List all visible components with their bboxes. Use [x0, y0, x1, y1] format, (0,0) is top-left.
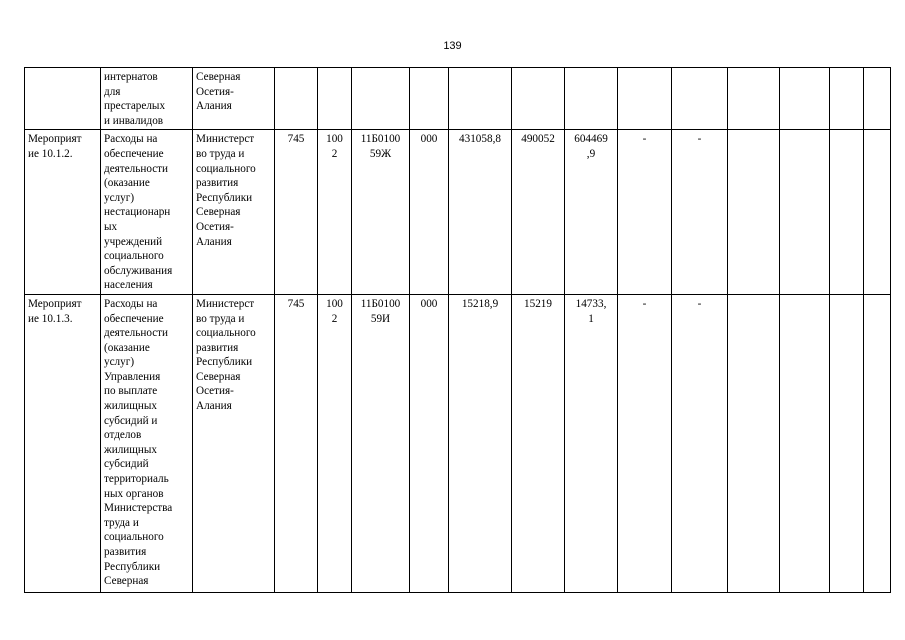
amount-year-4-cell: -	[618, 130, 672, 295]
amount-year-3-cell	[565, 68, 618, 130]
budget-table	[24, 67, 891, 593]
table-row	[25, 68, 891, 130]
amount-year-5-cell: -	[672, 294, 728, 592]
rz-pr-cell	[318, 68, 352, 130]
csr-cell: 11Б0100 59И	[352, 294, 410, 592]
empty-cell	[780, 68, 830, 130]
amount-year-1-cell: 431058,8	[449, 130, 512, 295]
grbs-cell: 745	[275, 294, 318, 592]
empty-cell	[728, 68, 780, 130]
empty-cell	[864, 130, 891, 295]
event-code-cell: Мероприят ие 10.1.3.	[25, 294, 101, 592]
empty-cell	[728, 294, 780, 592]
grbs-cell: 745	[275, 130, 318, 295]
grbs-cell	[275, 68, 318, 130]
amount-year-2-cell	[512, 68, 565, 130]
empty-cell	[864, 68, 891, 130]
vr-cell: 000	[410, 294, 449, 592]
amount-year-1-cell	[449, 68, 512, 130]
event-name-cell: Расходы на обеспечение деятельности (оказание услуг) Управления по выплате жилищных субсидий и отделов жилищных субсидий территориаль ных органов Министерства труда и социального развития Республики Северная	[101, 294, 193, 592]
page-number: 139	[443, 40, 462, 52]
event-code-cell: Мероприят ие 10.1.2.	[25, 130, 101, 295]
executor-cell: Северная Осетия- Алания	[193, 68, 275, 130]
amount-year-5-cell: -	[672, 130, 728, 295]
amount-year-5-cell	[672, 68, 728, 130]
empty-cell	[830, 68, 864, 130]
event-name-cell: интернатов для престарелых и инвалидов	[101, 68, 193, 130]
empty-cell	[830, 294, 864, 592]
table-row	[25, 294, 891, 592]
csr-cell: 11Б0100 59Ж	[352, 130, 410, 295]
amount-year-3-cell: 14733, 1	[565, 294, 618, 592]
table-row	[25, 130, 891, 295]
vr-cell	[410, 68, 449, 130]
amount-year-1-cell: 15218,9	[449, 294, 512, 592]
empty-cell	[830, 130, 864, 295]
empty-cell	[780, 130, 830, 295]
executor-cell: Министерст во труда и социального развития Республики Северная Осетия- Алания	[193, 130, 275, 295]
amount-year-3-cell: 604469 ,9	[565, 130, 618, 295]
csr-cell	[352, 68, 410, 130]
empty-cell	[728, 130, 780, 295]
empty-cell	[864, 294, 891, 592]
executor-cell: Министерст во труда и социального развития Республики Северная Осетия- Алания	[193, 294, 275, 592]
rz-pr-cell: 100 2	[318, 130, 352, 295]
vr-cell: 000	[410, 130, 449, 295]
rz-pr-cell: 100 2	[318, 294, 352, 592]
event-code-cell	[25, 68, 101, 130]
empty-cell	[780, 294, 830, 592]
amount-year-4-cell	[618, 68, 672, 130]
amount-year-2-cell: 490052	[512, 130, 565, 295]
event-name-cell: Расходы на обеспечение деятельности (оказание услуг) нестационарн ых учреждений социального обслуживания населения	[101, 130, 193, 295]
amount-year-4-cell: -	[618, 294, 672, 592]
amount-year-2-cell: 15219	[512, 294, 565, 592]
